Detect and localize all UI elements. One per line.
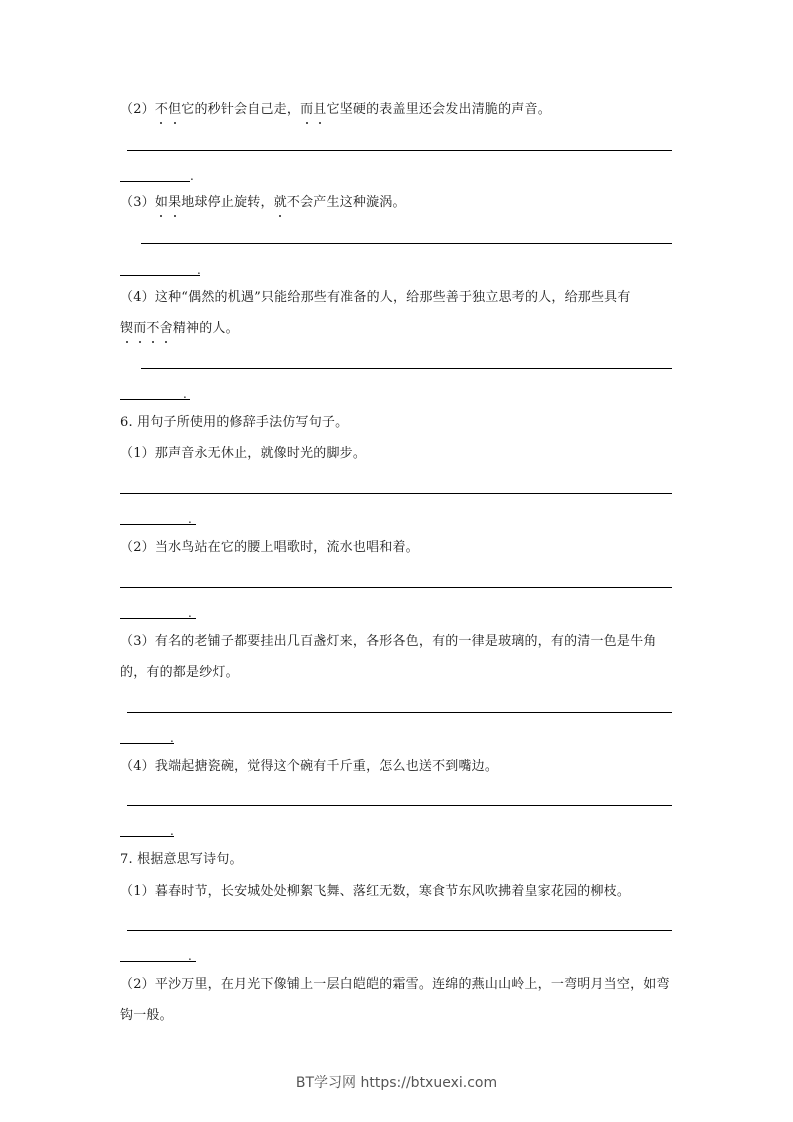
answer-period: . [188,606,192,620]
answer-line[interactable] [120,493,672,494]
question-5-3 [120,194,406,212]
question-5-2 [120,101,551,119]
answer-line[interactable] [141,368,672,369]
sentence-text: 它的秒针会自己走， [181,102,301,117]
answer-line-short[interactable] [120,399,190,400]
question-6-heading: 6. 用句子所使用的修辞手法仿写句子。 [120,415,349,430]
emphasized-char: 不 [146,321,160,336]
answer-line[interactable] [127,150,672,151]
emphasized-char: 锲 [120,321,134,336]
answer-line-short[interactable] [120,961,196,962]
emphasized-char: 而 [133,321,147,336]
question-6-1: （1）那声音永无休止，就像时光的脚步。 [120,446,367,461]
emphasized-char: 且 [313,102,327,117]
question-6-2: （2）当水鸟站在它的腰上唱歌时，流水也唱和着。 [120,540,419,555]
item-number: （3） [120,195,155,210]
answer-line-short[interactable] [120,181,190,182]
footer-watermark: BT学习网 https://btxuexi.com [295,1075,498,1091]
emphasized-char: 果 [168,195,182,210]
emphasized-char: 而 [300,102,314,117]
answer-line[interactable] [120,587,672,588]
answer-line[interactable] [141,243,672,244]
answer-line-short[interactable] [120,743,174,744]
emphasized-char: 不 [154,102,169,117]
answer-line-short[interactable] [120,618,196,619]
answer-line[interactable] [127,805,672,806]
answer-period: . [190,169,194,183]
question-7-1: （1）暮春时节，长安城处处柳絮飞舞、落红无数，寒食节东风吹拂着皇家花园的柳枝。 [120,884,631,899]
item-number: （2） [120,102,155,117]
sentence-text: 地球停止旋转， [181,195,274,210]
answer-period: . [197,263,201,277]
question-5-4-line2 [120,320,239,338]
sentence-text: 它坚硬的表盖里还会发出清脆的声音。 [326,102,551,117]
answer-line-short[interactable] [120,836,174,837]
answer-period: . [170,731,174,745]
sentence-text: 精神的人。 [172,321,239,336]
question-5-4-line1: （4）这种“偶然的机遇”只能给那些有准备的人，给那些善于独立思考的人，给那些具有 [120,290,631,305]
answer-line-short[interactable] [120,524,196,525]
question-6-3: （3）有名的老铺子都要挂出几百盏灯来，各形各色，有的一律是玻璃的，有的清一色是牛角的，有的都是纱灯。 [120,634,657,680]
answer-line[interactable] [127,930,672,931]
sentence-text: 不会产生这种漩涡。 [286,195,406,210]
answer-period: . [183,387,187,401]
emphasized-char: 就 [273,195,287,210]
emphasized-char: 如 [154,195,169,210]
answer-period: . [188,512,192,526]
emphasized-char: 但 [168,102,182,117]
question-7-heading: 7. 根据意思写诗句。 [120,852,243,867]
emphasized-char: 舍 [159,321,173,336]
answer-line[interactable] [127,712,672,713]
answer-period: . [170,824,174,838]
question-6-4: （4）我端起搪瓷碗，觉得这个碗有千斤重，怎么也送不到嘴边。 [120,759,499,774]
answer-period: . [188,949,192,963]
answer-line-short[interactable] [120,275,200,276]
question-7-2: （2）平沙万里，在月光下像铺上一层白皑皑的霜雪。连绵的燕山山岭上，一弯明月当空，如弯钩一般。 [120,977,670,1023]
